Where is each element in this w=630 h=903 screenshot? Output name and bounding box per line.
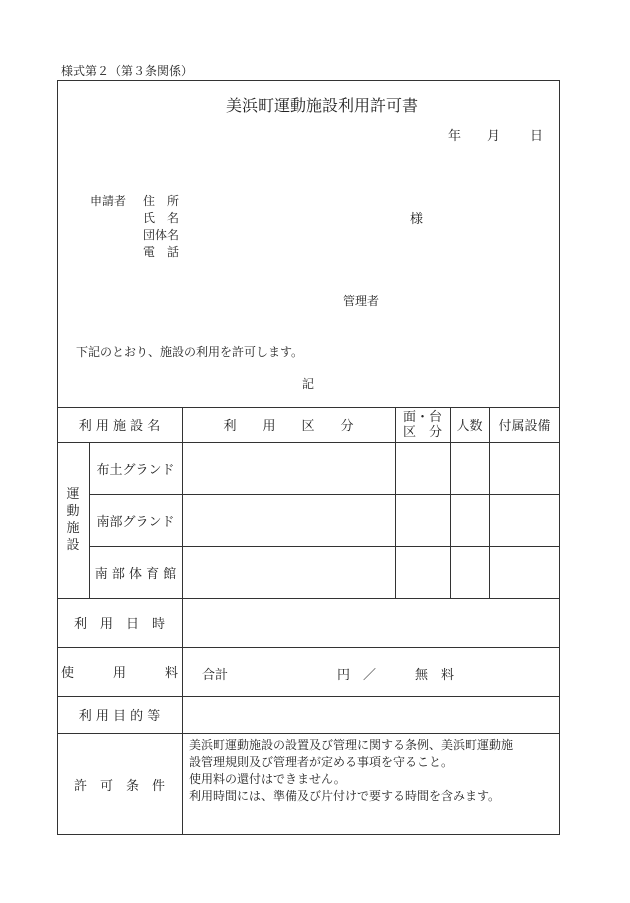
purpose-label: 利 用 目 的 等 [78,709,161,724]
group-label: 団体名 [143,228,180,242]
ki-note: 記 [302,377,315,391]
phone-label: 電 話 [143,245,180,259]
name-label: 氏 名 [143,211,180,225]
facility-nunotsuchi-ground: 布土グランド [96,462,175,478]
header-people: 人数 [456,419,483,434]
label-column-divider [182,407,183,835]
date-year-label: 年 [448,129,462,144]
fee-free-label: 無 料 [415,668,455,683]
fee-total-label: 合計 [202,668,229,683]
fee-label: 使 用 料 [60,666,178,681]
condition-line-4: 利用時間には、準備及び片付けで要する時間を含みます。 [189,789,501,803]
permit-statement: 下記のとおり、施設の利用を許可します。 [76,345,304,359]
group-char-4: 設 [66,538,80,553]
header-surface-line2: 区 分 [402,424,442,440]
conditions-label: 許 可 条 件 [73,778,165,794]
datetime-label: 利 用 日 時 [73,617,165,632]
header-facility-name: 利 用 施 設 名 [78,419,161,434]
condition-line-2: 設管理規則及び管理者が定める事項を守ること。 [189,755,454,769]
facility-nanbu-gym: 南 部 体 育 館 [94,566,177,582]
header-surface [395,407,450,442]
facility-nanbu-ground: 南部グランド [96,514,175,530]
form-number: 様式第２（第３条関係） [61,64,194,78]
address-label: 住 所 [143,194,180,208]
date-day-label: 日 [530,129,544,144]
header-surface-line1: 面・台 [402,409,442,425]
group-char-3: 施 [66,521,80,536]
date-month-label: 月 [487,129,501,144]
fee-yen-label: 円 ／ [337,668,377,683]
condition-line-3: 使用料の還付はできません。 [189,772,346,786]
form-title: 美浜町運動施設利用許可書 [225,96,418,115]
honorific: 様 [410,212,424,227]
sports-facility-group-label [57,442,89,598]
group-char-2: 動 [66,504,80,519]
condition-line-1: 美浜町運動施設の設置及び管理に関する条例、美浜町運動施 [189,738,514,752]
header-usage-category: 利 用 区 分 [223,419,354,434]
conditions-text [189,737,513,805]
applicant-label: 申請者 [90,194,127,208]
manager-label: 管理者 [343,294,380,308]
header-equipment: 付属設備 [498,419,551,434]
group-char-1: 運 [66,487,80,502]
